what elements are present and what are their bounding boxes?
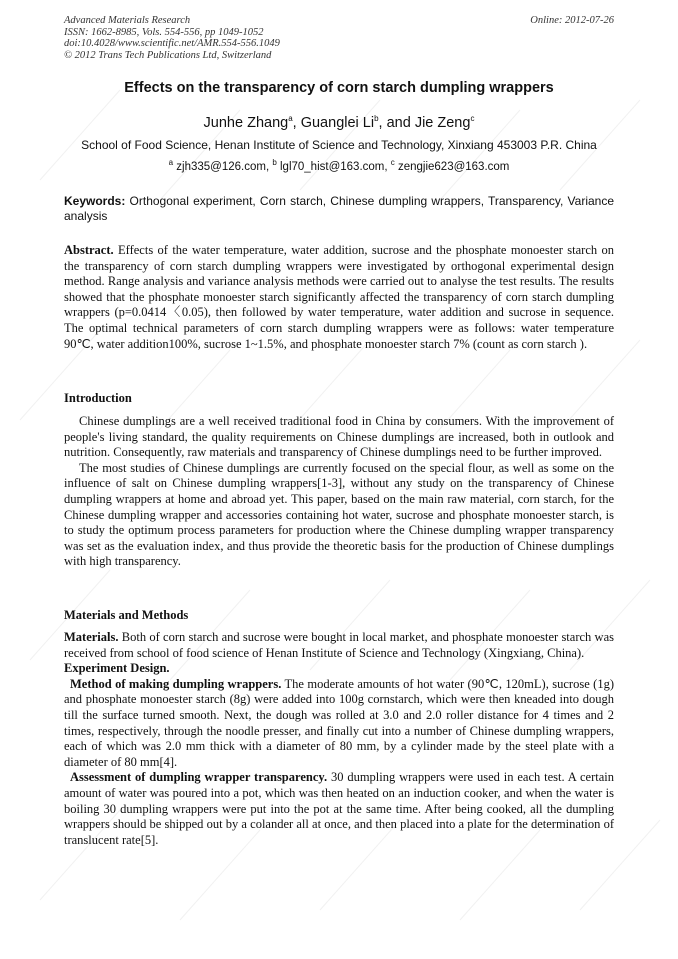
- design-label: Experiment Design.: [64, 661, 170, 676]
- paper-title: Effects on the transparency of corn starch dumpling wrappers: [124, 80, 554, 96]
- section-heading-methods: Materials and Methods: [64, 608, 189, 622]
- paragraph: The most studies of Chinese dumplings are currently focused on the special flour, as well as some on the influence of salt on Chinese dumpling wrappers[1-3], without any study on the transparency of Chinese dumpling wrappers at home and abroad yet. This paper, based on the main raw material, corn starch, for the Chinese dumpling wrapper and accessories containing hot water, sucrose and phosphate monoester starch, is to study the optimum process parameters for production where the Chinese dumpling wrapper transparency was set as the evaluation index, and thus provide the theoretic basis for the production of Chinese dumplings with high transparency.: [64, 460, 614, 569]
- abstract-text: Effects of the water temperature, water addition, sucrose and the phosphate monoester starch on the transparency of corn starch dumpling wrappers were investigated by orthogonal experimental design method. Range analysis and variance analysis methods were carried out to analyse the test results. The results showed that the phosphate monoester starch significantly affected the transparency of corn starch dumpling wrappers (p=0.0414〈0.05), then followed by water temperature, water addition and sucrose in sequence. The optimal technical parameters of corn starch dumpling wrappers were as follows: water temperature 90℃, water addition100%, sucrose 1~1.5%, and phosphate monoester starch 7% (count as corn starch ).: [64, 243, 614, 351]
- author-superscript: a: [288, 114, 293, 123]
- author-separator: , and: [378, 114, 415, 131]
- journal-header: [64, 15, 280, 61]
- assessment-text: 30 dumpling wrappers were used in each test. A certain amount of water was poured into a pot, which was then heated on an induction cooker, and when the water is boiling 30 dumpling wrappers were put into the pot at the same time. After being cooked, all the dumpling wrappers should be shipped out by a colander all at once, and then placed into a plate for the determination of translucent rate[5].: [64, 770, 614, 847]
- doi-line: doi:10.4028/www.scientific.net/AMR.554-556.1049: [64, 38, 280, 49]
- author-superscript: c: [470, 114, 475, 123]
- email-superscript: a: [168, 158, 174, 167]
- methods-body: [64, 630, 614, 848]
- paragraph: Chinese dumplings are a well received traditional food in China by consumers. With the improvement of people's living standard, the quality requirements on Chinese dumplings are increased, both in outlook and nutrition. Consequently, raw materials and transparency of Chinese dumplings need to be further improved.: [64, 414, 614, 460]
- journal-name: Advanced Materials Research: [64, 15, 191, 26]
- making-text: The moderate amounts of hot water (90℃, 120mL), sucrose (1g) and phosphate monoester starch (8g) were added into 100g cornstarch, which were then kneaded into dough till the surface turned smooth. Next, the dough was rolled at 3.0 and 2.0 roller distance for 4 times and 2 times, respectively, through the noodle presser, and finally cut into a number of Chinese dumpling wrappers, each of which was 2.0 mm thick with a diameter of 80 mm, by a cylinder made by the steel plate with a diameter of 80 mm[4].: [64, 676, 614, 769]
- author-name: Jie Zeng: [414, 114, 471, 131]
- email-superscript: b: [272, 158, 277, 167]
- email-link[interactable]: zengjie623@163.com: [394, 160, 510, 173]
- section-heading-introduction: Introduction: [64, 391, 132, 405]
- assessment-label: Assessment of dumpling wrapper transparency.: [70, 770, 328, 785]
- keywords-label: Keywords:: [64, 194, 126, 208]
- author-name: Junhe Zhang: [203, 114, 289, 131]
- author-separator: ,: [292, 114, 301, 131]
- email-link[interactable]: lgl70_hist@163.com,: [276, 160, 391, 173]
- materials-label: Materials.: [64, 630, 119, 644]
- materials-text: Both of corn starch and sucrose were bought in local market, and phosphate monoester starch was received from school of food science of Henan Institute of Science and Technology (Xingxiang, China).: [64, 630, 614, 660]
- abstract-label: Abstract.: [64, 243, 114, 257]
- email-link[interactable]: zjh335@126.com,: [173, 160, 273, 173]
- making-label: Method of making dumpling wrappers.: [70, 676, 282, 691]
- author-name: Guanglei Li: [300, 114, 375, 131]
- author-superscript: b: [374, 114, 379, 123]
- author-list: [0, 114, 678, 131]
- email-superscript: c: [390, 158, 395, 167]
- abstract: [64, 243, 614, 352]
- online-date: Online: 2012-07-26: [530, 15, 614, 26]
- copyright-line: © 2012 Trans Tech Publications Ltd, Switzerland: [64, 49, 272, 61]
- email-list: [0, 158, 678, 173]
- affiliation: School of Food Science, Henan Institute of Science and Technology, Xinxiang 453003 P.R. China: [81, 138, 597, 152]
- introduction-body: [64, 414, 614, 570]
- keywords: [64, 194, 614, 223]
- issn-line: ISSN: 1662-8985, Vols. 554-556, pp 1049-1052: [64, 26, 264, 38]
- keywords-text: Orthogonal experiment, Corn starch, Chinese dumpling wrappers, Transparency, Variance analysis: [64, 194, 614, 223]
